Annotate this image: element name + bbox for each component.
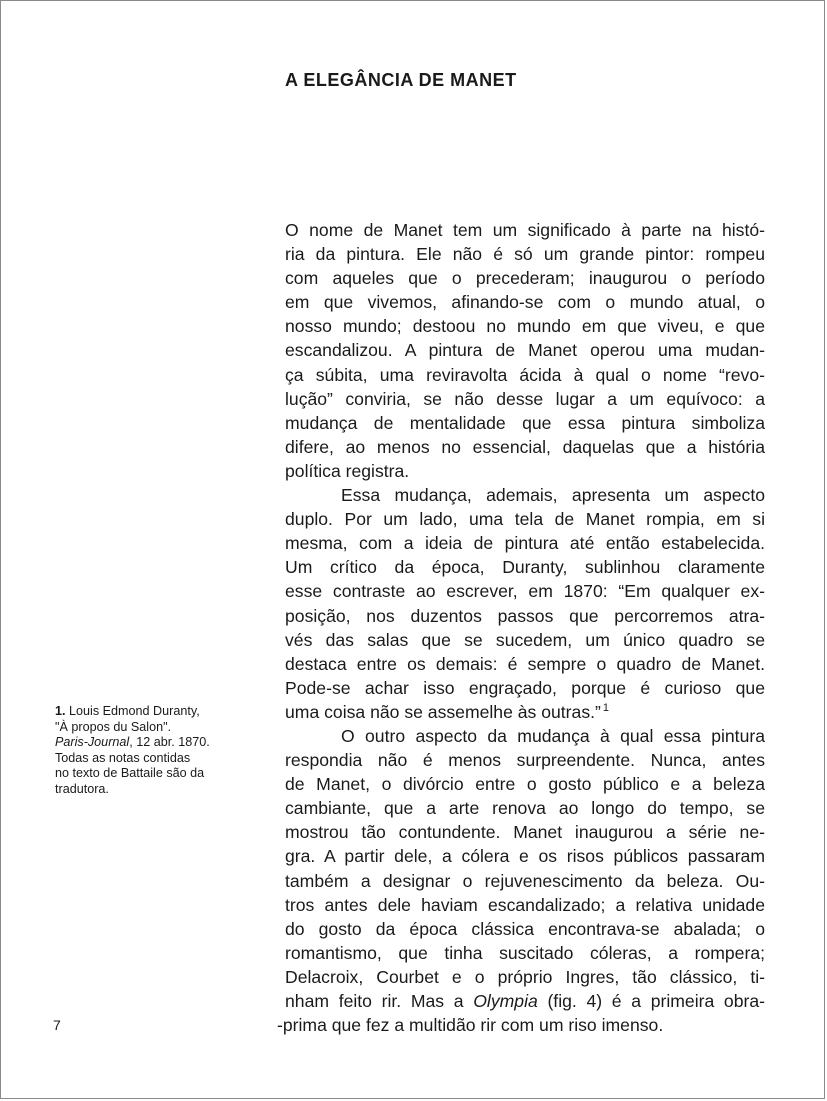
body-line [285, 796, 765, 820]
body-line [285, 917, 765, 941]
body-line-text: do gosto da época clássica encontrava-se abalada; o [285, 918, 765, 939]
body-line [285, 893, 765, 917]
body-line [285, 676, 765, 700]
body-line [285, 387, 765, 411]
body-line-text: O nome de Manet tem um significado à parte na histó- [285, 220, 765, 240]
body-line [285, 314, 765, 338]
body-line-text: lução” conviria, se não desse lugar a um equívoco: a [285, 388, 765, 409]
body-line-text: respondia não é menos surpreendente. Nunca, antes [285, 750, 765, 771]
body-line-text: Um crítico da época, Duranty, sublinhou claramente [285, 557, 765, 578]
footnote-line [55, 704, 260, 720]
body-line [285, 941, 765, 965]
body-line [285, 748, 765, 772]
body-line-text: com aqueles que o precederam; inaugurou o período [285, 268, 765, 289]
page-number: 7 [53, 1017, 61, 1033]
footnote-text: Louis Edmond Duranty, [65, 704, 200, 718]
body-text [277, 218, 765, 1037]
body-line-text: ça súbita, uma reviravolta ácida à qual o nome “revo- [285, 364, 765, 385]
body-line [285, 700, 765, 724]
body-line-text: gra. A partir dele, a cólera e os risos públicos passaram [285, 846, 765, 867]
footnote-line: no texto de Battaile são da [55, 766, 205, 781]
body-line [285, 435, 765, 459]
body-line-text: (fig. 4) é a primeira obra- [537, 991, 765, 1011]
body-line-text: O outro aspecto da mudança à qual essa pintura [341, 725, 765, 746]
body-line [285, 218, 765, 242]
body-line [285, 242, 765, 266]
body-line-text: Essa mudança, ademais, apresenta um aspecto [341, 485, 765, 506]
body-line [285, 290, 765, 314]
body-line-text: ria da pintura. Ele não é só um grande pintor: rompeu [285, 244, 765, 265]
body-line-text: em que vivemos, afinando-se com o mundo atual, o [285, 292, 765, 313]
body-line-text: romantismo, que tinha suscitado cóleras, a rompera; [285, 942, 765, 963]
footnote-line: "À propos du Salon". [55, 719, 172, 734]
body-line-text: duplo. Por um lado, uma tela de Manet rompia, em si [285, 509, 765, 530]
body-line [285, 820, 765, 844]
body-line [285, 266, 765, 290]
footnote-reference[interactable]: 1 [602, 702, 609, 715]
body-line [285, 652, 765, 676]
body-line-text: nosso mundo; destoou no mundo em que viveu, e que [285, 316, 765, 337]
body-line [285, 579, 765, 603]
body-line-text: política registra. [285, 460, 410, 481]
body-line [285, 965, 765, 989]
chapter-title: A ELEGÂNCIA DE MANET [285, 70, 517, 90]
body-line [285, 989, 765, 1013]
body-line [285, 844, 765, 868]
body-line-text: mesma, com a ideia de pintura até então estabelecida. [285, 533, 765, 554]
body-line-text: destaca entre os demais: é sempre o quadro de Manet. [285, 653, 765, 674]
body-line [285, 772, 765, 796]
body-line-text: Delacroix, Courbet e o próprio Ingres, tão clássico, ti- [285, 966, 765, 987]
footnote-journal: Paris-Journal [55, 735, 130, 750]
body-line [285, 604, 765, 628]
body-line-text: posição, nos duzentos passos que percorremos atra- [285, 605, 765, 626]
footnote [55, 704, 260, 798]
body-line-text: Pode-se achar isso engraçado, porque é curioso que [285, 677, 765, 698]
body-line [285, 363, 765, 387]
body-line [285, 507, 765, 531]
body-line-text: tros antes dele haviam escandalizado; a relativa unidade [285, 894, 765, 915]
body-line [285, 724, 765, 748]
body-line-text: escandalizou. A pintura de Manet operou uma mudan- [285, 340, 765, 361]
footnote-text: , 12 abr. 1870. [129, 735, 210, 750]
body-line [285, 338, 765, 362]
body-line-text: mudança de mentalidade que essa pintura simboliza [285, 412, 765, 433]
body-line [285, 555, 765, 579]
body-line [277, 1013, 765, 1037]
body-line-text: também a designar o rejuvenescimento da beleza. Ou- [285, 870, 765, 891]
body-line [285, 483, 765, 507]
artwork-title: Olympia [473, 991, 538, 1011]
footnote-line [55, 735, 260, 751]
body-line [285, 628, 765, 652]
footnote-number: 1. [55, 704, 66, 718]
body-line-text: difere, ao menos no essencial, daquelas que a história [285, 436, 765, 457]
body-line-text: cambiante, que a arte renova ao longo do tempo, se [285, 798, 765, 819]
body-line [285, 459, 765, 483]
body-line [285, 869, 765, 893]
footnote-line: Todas as notas contidas [55, 750, 191, 765]
footnote-line: tradutora. [55, 781, 109, 796]
body-line-text: esse contraste ao escrever, em 1870: “Em qualquer ex- [285, 581, 765, 602]
body-line-text: nham feito rir. Mas a [285, 991, 474, 1011]
body-line-text: de Manet, o divórcio entre o gosto público e a beleza [285, 774, 765, 795]
body-line [285, 531, 765, 555]
body-line-text: vés das salas que se sucedem, um único quadro se [285, 629, 765, 650]
body-line [285, 411, 765, 435]
body-line-text: -prima que fez a multidão rir com um riso imenso. [277, 1015, 664, 1036]
body-line-text: mostrou tão contundente. Manet inaugurou a série ne- [285, 822, 765, 843]
body-line-text: uma coisa não se assemelhe às outras.” [285, 701, 601, 722]
